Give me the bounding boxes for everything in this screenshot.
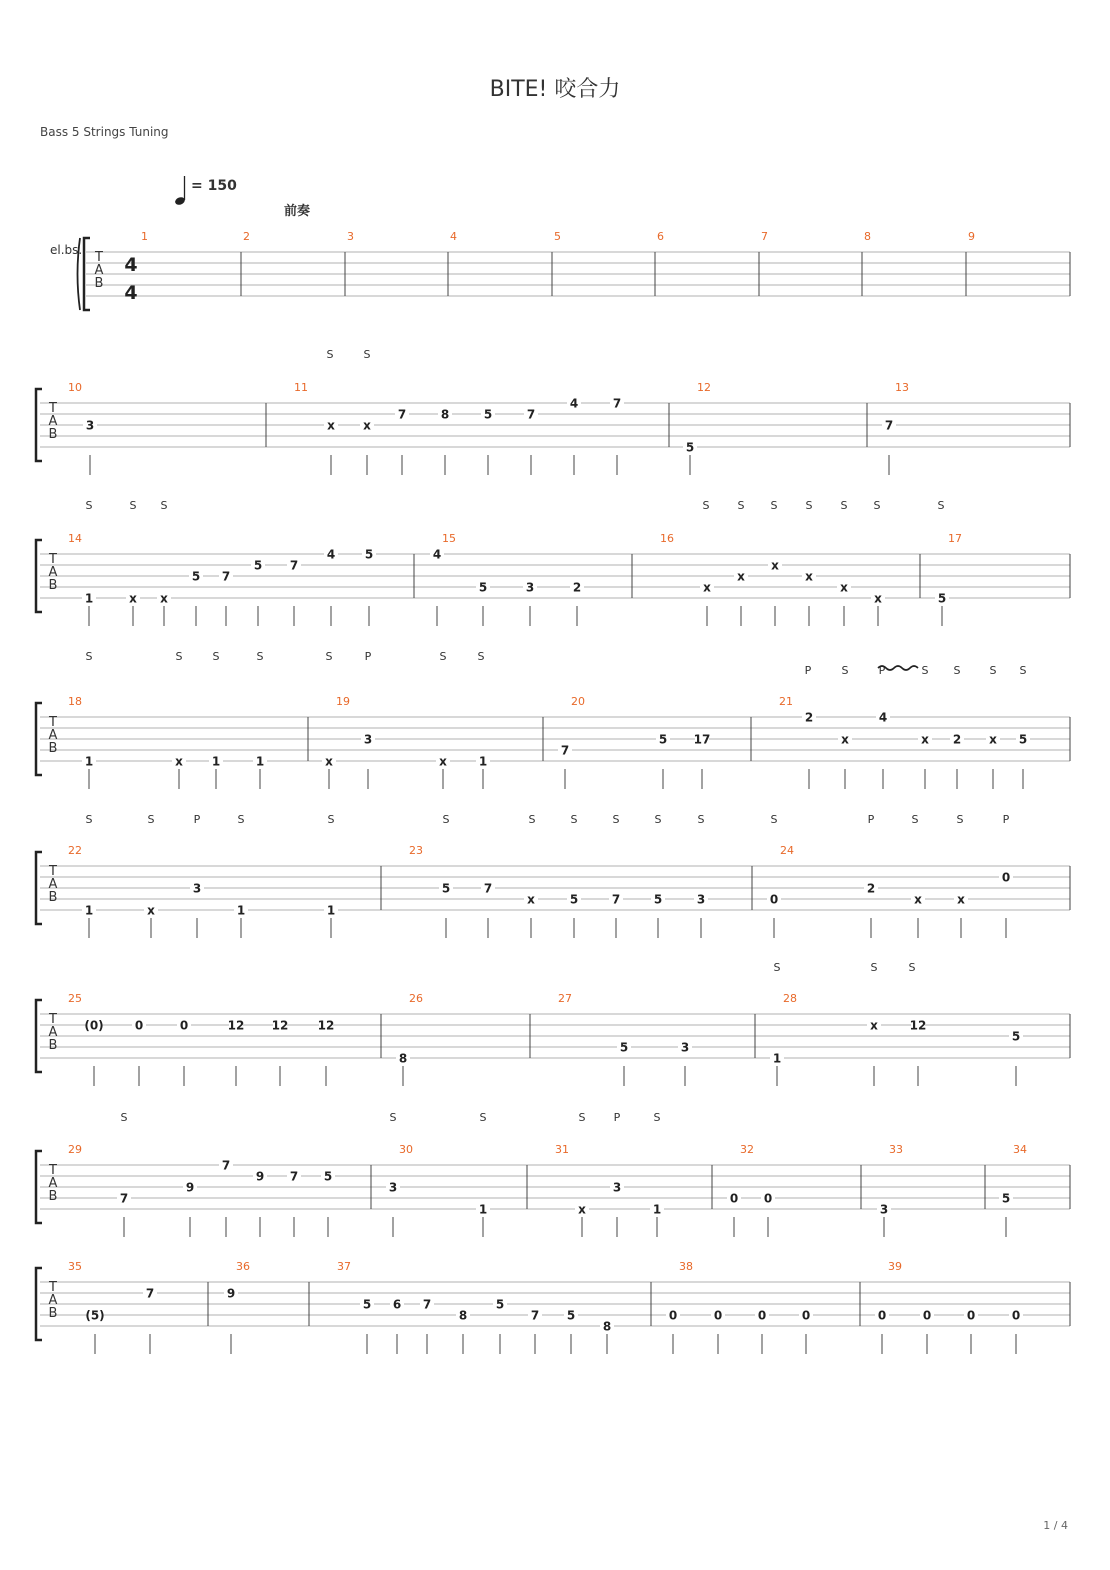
- measure-number: 13: [895, 381, 909, 394]
- measure-number: 11: [294, 381, 308, 394]
- technique-mark: S: [570, 813, 578, 826]
- technique-mark: S: [770, 499, 778, 512]
- fret-note: x: [439, 754, 447, 769]
- tab-clef-letter: T: [95, 250, 103, 265]
- tab-clef-letter: T: [49, 1012, 57, 1027]
- fret-note: 7: [483, 881, 493, 896]
- technique-mark: S: [237, 813, 245, 826]
- tab-clef-letter: B: [48, 427, 58, 442]
- technique-mark: S: [363, 348, 371, 361]
- fret-note: 3: [525, 580, 535, 595]
- fret-note: 0: [729, 1191, 739, 1206]
- fret-note: 7: [612, 396, 622, 411]
- measure-number: 36: [236, 1260, 250, 1273]
- song-title: BITE! 咬合力: [489, 77, 621, 102]
- fret-note: 5: [937, 591, 947, 606]
- technique-mark: S: [937, 499, 945, 512]
- tab-clef-letter: B: [48, 578, 58, 593]
- fret-note: 7: [611, 892, 621, 907]
- fret-note: x: [147, 903, 155, 918]
- fret-note: 5: [323, 1169, 333, 1184]
- technique-mark: S: [389, 1111, 397, 1124]
- fret-note: 4: [326, 547, 336, 562]
- measure-number: 38: [679, 1260, 693, 1273]
- technique-mark: S: [85, 650, 93, 663]
- tab-clef-letter: A: [94, 263, 104, 278]
- fret-note: x: [363, 418, 371, 433]
- fret-note: 1: [211, 754, 221, 769]
- fret-note: 8: [602, 1319, 612, 1334]
- measure-number: 31: [555, 1143, 569, 1156]
- tab-clef-letter: A: [48, 565, 58, 580]
- technique-mark: S: [841, 664, 849, 677]
- technique-mark: S: [1019, 664, 1027, 677]
- measure-number: 1: [141, 230, 148, 243]
- fret-note: 5: [364, 547, 374, 562]
- fret-note: 12: [909, 1018, 927, 1033]
- fret-note: x: [921, 732, 929, 747]
- measure-number: 9: [968, 230, 975, 243]
- measure-number: 4: [450, 230, 457, 243]
- measure-number: 39: [888, 1260, 902, 1273]
- technique-mark: S: [956, 813, 964, 826]
- technique-mark: S: [85, 499, 93, 512]
- technique-mark: P: [613, 1111, 621, 1124]
- tab-clef-letter: B: [94, 276, 104, 291]
- instrument-label: el.bs.: [50, 243, 83, 257]
- technique-mark: P: [867, 813, 875, 826]
- measure-number: 33: [889, 1143, 903, 1156]
- technique-mark: S: [653, 1111, 661, 1124]
- fret-note: x: [957, 892, 965, 907]
- fret-note: (0): [84, 1018, 104, 1033]
- tempo-value: = 150: [191, 178, 237, 194]
- fret-note: 12: [271, 1018, 289, 1033]
- fret-note: 7: [145, 1286, 155, 1301]
- fret-note: 5: [441, 881, 451, 896]
- system-brace: [78, 238, 81, 310]
- technique-mark: P: [1002, 813, 1010, 826]
- fret-note: x: [914, 892, 922, 907]
- technique-mark: S: [654, 813, 662, 826]
- fret-note: 2: [866, 881, 876, 896]
- fret-note: 1: [84, 903, 94, 918]
- fret-note: 1: [652, 1202, 662, 1217]
- fret-note: 3: [388, 1180, 398, 1195]
- fret-note: 17: [693, 732, 711, 747]
- technique-mark: P: [804, 664, 812, 677]
- fret-note: x: [527, 892, 535, 907]
- fret-note: 7: [526, 407, 536, 422]
- measure-number: 37: [337, 1260, 351, 1273]
- fret-note: 5: [566, 1308, 576, 1323]
- fret-note: x: [175, 754, 183, 769]
- tab-clef-letter: T: [49, 1280, 57, 1295]
- tab-system: [36, 813, 1070, 938]
- technique-mark: S: [256, 650, 264, 663]
- fret-note: x: [160, 591, 168, 606]
- measure-number: 10: [68, 381, 82, 394]
- measure-number: 18: [68, 695, 82, 708]
- technique-mark: S: [770, 813, 778, 826]
- fret-note: 1: [326, 903, 336, 918]
- fret-note: 8: [458, 1308, 468, 1323]
- technique-mark: S: [578, 1111, 586, 1124]
- tab-system: [36, 650, 1070, 789]
- fret-note: x: [805, 569, 813, 584]
- fret-note: 6: [392, 1297, 402, 1312]
- section-label: 前奏: [284, 204, 311, 219]
- technique-mark: S: [773, 961, 781, 974]
- measure-number: 6: [657, 230, 664, 243]
- measure-number: 26: [409, 992, 423, 1005]
- measure-number: 8: [864, 230, 871, 243]
- fret-note: 9: [255, 1169, 265, 1184]
- tab-clef-letter: A: [48, 728, 58, 743]
- time-signature-top: 4: [124, 254, 138, 276]
- tab-clef-letter: A: [48, 877, 58, 892]
- technique-mark: P: [364, 650, 372, 663]
- fret-note: 3: [612, 1180, 622, 1195]
- fret-note: 7: [119, 1191, 129, 1206]
- fret-note: 1: [236, 903, 246, 918]
- fret-note: 5: [483, 407, 493, 422]
- tab-clef-letter: B: [48, 1189, 58, 1204]
- fret-note: 0: [134, 1018, 144, 1033]
- measure-number: 19: [336, 695, 350, 708]
- technique-mark: S: [612, 813, 620, 826]
- measure-number: 5: [554, 230, 561, 243]
- technique-mark: S: [908, 961, 916, 974]
- measure-number: 15: [442, 532, 456, 545]
- technique-mark: S: [873, 499, 881, 512]
- fret-note: 0: [966, 1308, 976, 1323]
- fret-note: 4: [878, 710, 888, 725]
- fret-note: 5: [685, 440, 695, 455]
- fret-note: 12: [317, 1018, 335, 1033]
- fret-note: 1: [255, 754, 265, 769]
- fret-note: 1: [84, 754, 94, 769]
- fret-note: 0: [1011, 1308, 1021, 1323]
- page-number: 1 / 4: [1043, 1519, 1068, 1532]
- technique-mark: S: [442, 813, 450, 826]
- technique-mark: S: [120, 1111, 128, 1124]
- tab-clef-letter: T: [49, 1163, 57, 1178]
- tab-clef-letter: B: [48, 1306, 58, 1321]
- measure-number: 27: [558, 992, 572, 1005]
- measure-number: 29: [68, 1143, 82, 1156]
- fret-note: 0: [757, 1308, 767, 1323]
- measure-number: 22: [68, 844, 82, 857]
- measure-number: 30: [399, 1143, 413, 1156]
- technique-mark: S: [439, 650, 447, 663]
- fret-note: 7: [884, 418, 894, 433]
- fret-note: 7: [422, 1297, 432, 1312]
- measure-number: 25: [68, 992, 82, 1005]
- fret-note: 2: [952, 732, 962, 747]
- tab-clef-letter: A: [48, 1293, 58, 1308]
- technique-mark: P: [193, 813, 201, 826]
- fret-note: 1: [478, 754, 488, 769]
- fret-note: x: [578, 1202, 586, 1217]
- fret-note: 0: [713, 1308, 723, 1323]
- fret-note: 3: [680, 1040, 690, 1055]
- tab-clef-letter: B: [48, 741, 58, 756]
- fret-note: 5: [191, 569, 201, 584]
- fret-note: 1: [478, 1202, 488, 1217]
- fret-note: 5: [569, 892, 579, 907]
- technique-mark: S: [840, 499, 848, 512]
- fret-note: 8: [440, 407, 450, 422]
- tab-system: [36, 348, 1070, 475]
- fret-note: 7: [530, 1308, 540, 1323]
- time-signature-bottom: 4: [124, 282, 138, 304]
- fret-note: 3: [192, 881, 202, 896]
- tab-system: [36, 1111, 1070, 1237]
- technique-mark: S: [921, 664, 929, 677]
- fret-note: 12: [227, 1018, 245, 1033]
- tab-clef-letter: A: [48, 1176, 58, 1191]
- measure-number: 20: [571, 695, 585, 708]
- technique-mark: S: [953, 664, 961, 677]
- technique-mark: S: [326, 348, 334, 361]
- fret-note: x: [841, 732, 849, 747]
- measure-number: 35: [68, 1260, 82, 1273]
- fret-note: x: [874, 591, 882, 606]
- technique-mark: S: [737, 499, 745, 512]
- technique-mark: S: [805, 499, 813, 512]
- fret-note: 3: [879, 1202, 889, 1217]
- fret-note: 5: [1001, 1191, 1011, 1206]
- fret-note: 5: [619, 1040, 629, 1055]
- technique-mark: S: [85, 813, 93, 826]
- fret-note: 0: [1001, 870, 1011, 885]
- fret-note: 0: [877, 1308, 887, 1323]
- fret-note: 5: [362, 1297, 372, 1312]
- fret-note: 5: [653, 892, 663, 907]
- fret-note: 5: [1018, 732, 1028, 747]
- fret-note: 0: [922, 1308, 932, 1323]
- fret-note: (5): [85, 1308, 105, 1323]
- fret-note: 1: [84, 591, 94, 606]
- tab-clef-letter: B: [48, 890, 58, 905]
- tab-system: [36, 961, 1070, 1086]
- fret-note: 2: [804, 710, 814, 725]
- fret-note: 4: [432, 547, 442, 562]
- technique-mark: P: [878, 664, 886, 677]
- fret-note: 5: [1011, 1029, 1021, 1044]
- technique-mark: S: [697, 813, 705, 826]
- technique-mark: S: [528, 813, 536, 826]
- technique-mark: S: [989, 664, 997, 677]
- tab-clef-letter: B: [48, 1038, 58, 1053]
- fret-note: 3: [363, 732, 373, 747]
- fret-note: 7: [397, 407, 407, 422]
- fret-note: 5: [253, 558, 263, 573]
- fret-note: x: [989, 732, 997, 747]
- fret-note: x: [737, 569, 745, 584]
- measure-number: 24: [780, 844, 794, 857]
- technique-mark: S: [702, 499, 710, 512]
- measure-number: 2: [243, 230, 250, 243]
- technique-mark: S: [175, 650, 183, 663]
- tab-system: [36, 499, 1070, 626]
- tab-clef-letter: T: [49, 401, 57, 416]
- measure-number: 16: [660, 532, 674, 545]
- tuning-label: Bass 5 Strings Tuning: [40, 125, 169, 139]
- fret-note: 0: [769, 892, 779, 907]
- measure-number: 17: [948, 532, 962, 545]
- fret-note: x: [327, 418, 335, 433]
- fret-note: x: [703, 580, 711, 595]
- fret-note: 8: [398, 1051, 408, 1066]
- measure-number: 7: [761, 230, 768, 243]
- technique-mark: S: [477, 650, 485, 663]
- technique-mark: S: [160, 499, 168, 512]
- fret-note: 7: [289, 558, 299, 573]
- technique-mark: S: [212, 650, 220, 663]
- fret-note: x: [129, 591, 137, 606]
- measure-number: 21: [779, 695, 793, 708]
- tab-clef-letter: A: [48, 1025, 58, 1040]
- fret-note: 5: [478, 580, 488, 595]
- measure-number: 28: [783, 992, 797, 1005]
- fret-note: 7: [221, 569, 231, 584]
- technique-mark: S: [911, 813, 919, 826]
- tab-clef-letter: T: [49, 552, 57, 567]
- measure-number: 3: [347, 230, 354, 243]
- fret-note: x: [870, 1018, 878, 1033]
- fret-note: 0: [668, 1308, 678, 1323]
- fret-note: 7: [289, 1169, 299, 1184]
- technique-mark: S: [129, 499, 137, 512]
- tab-clef-letter: T: [49, 715, 57, 730]
- fret-note: 7: [221, 1158, 231, 1173]
- fret-note: 7: [560, 743, 570, 758]
- fret-note: 0: [763, 1191, 773, 1206]
- measure-number: 34: [1013, 1143, 1027, 1156]
- fret-note: 4: [569, 396, 579, 411]
- fret-note: 2: [572, 580, 582, 595]
- measure-number: 23: [409, 844, 423, 857]
- fret-note: 0: [801, 1308, 811, 1323]
- measure-number: 32: [740, 1143, 754, 1156]
- fret-note: 1: [772, 1051, 782, 1066]
- fret-note: 0: [179, 1018, 189, 1033]
- technique-mark: S: [325, 650, 333, 663]
- tab-clef-letter: T: [49, 864, 57, 879]
- measure-number: 14: [68, 532, 82, 545]
- tab-system: [78, 230, 1071, 310]
- fret-note: 9: [226, 1286, 236, 1301]
- technique-mark: S: [147, 813, 155, 826]
- technique-mark: S: [479, 1111, 487, 1124]
- tab-system: [36, 1260, 1070, 1354]
- fret-note: x: [771, 558, 779, 573]
- measure-number: 12: [697, 381, 711, 394]
- technique-mark: S: [870, 961, 878, 974]
- fret-note: 3: [85, 418, 95, 433]
- fret-note: 5: [495, 1297, 505, 1312]
- technique-mark: S: [327, 813, 335, 826]
- fret-note: x: [840, 580, 848, 595]
- tab-clef-letter: A: [48, 414, 58, 429]
- fret-note: 3: [696, 892, 706, 907]
- fret-note: x: [325, 754, 333, 769]
- fret-note: 9: [185, 1180, 195, 1195]
- fret-note: 5: [658, 732, 668, 747]
